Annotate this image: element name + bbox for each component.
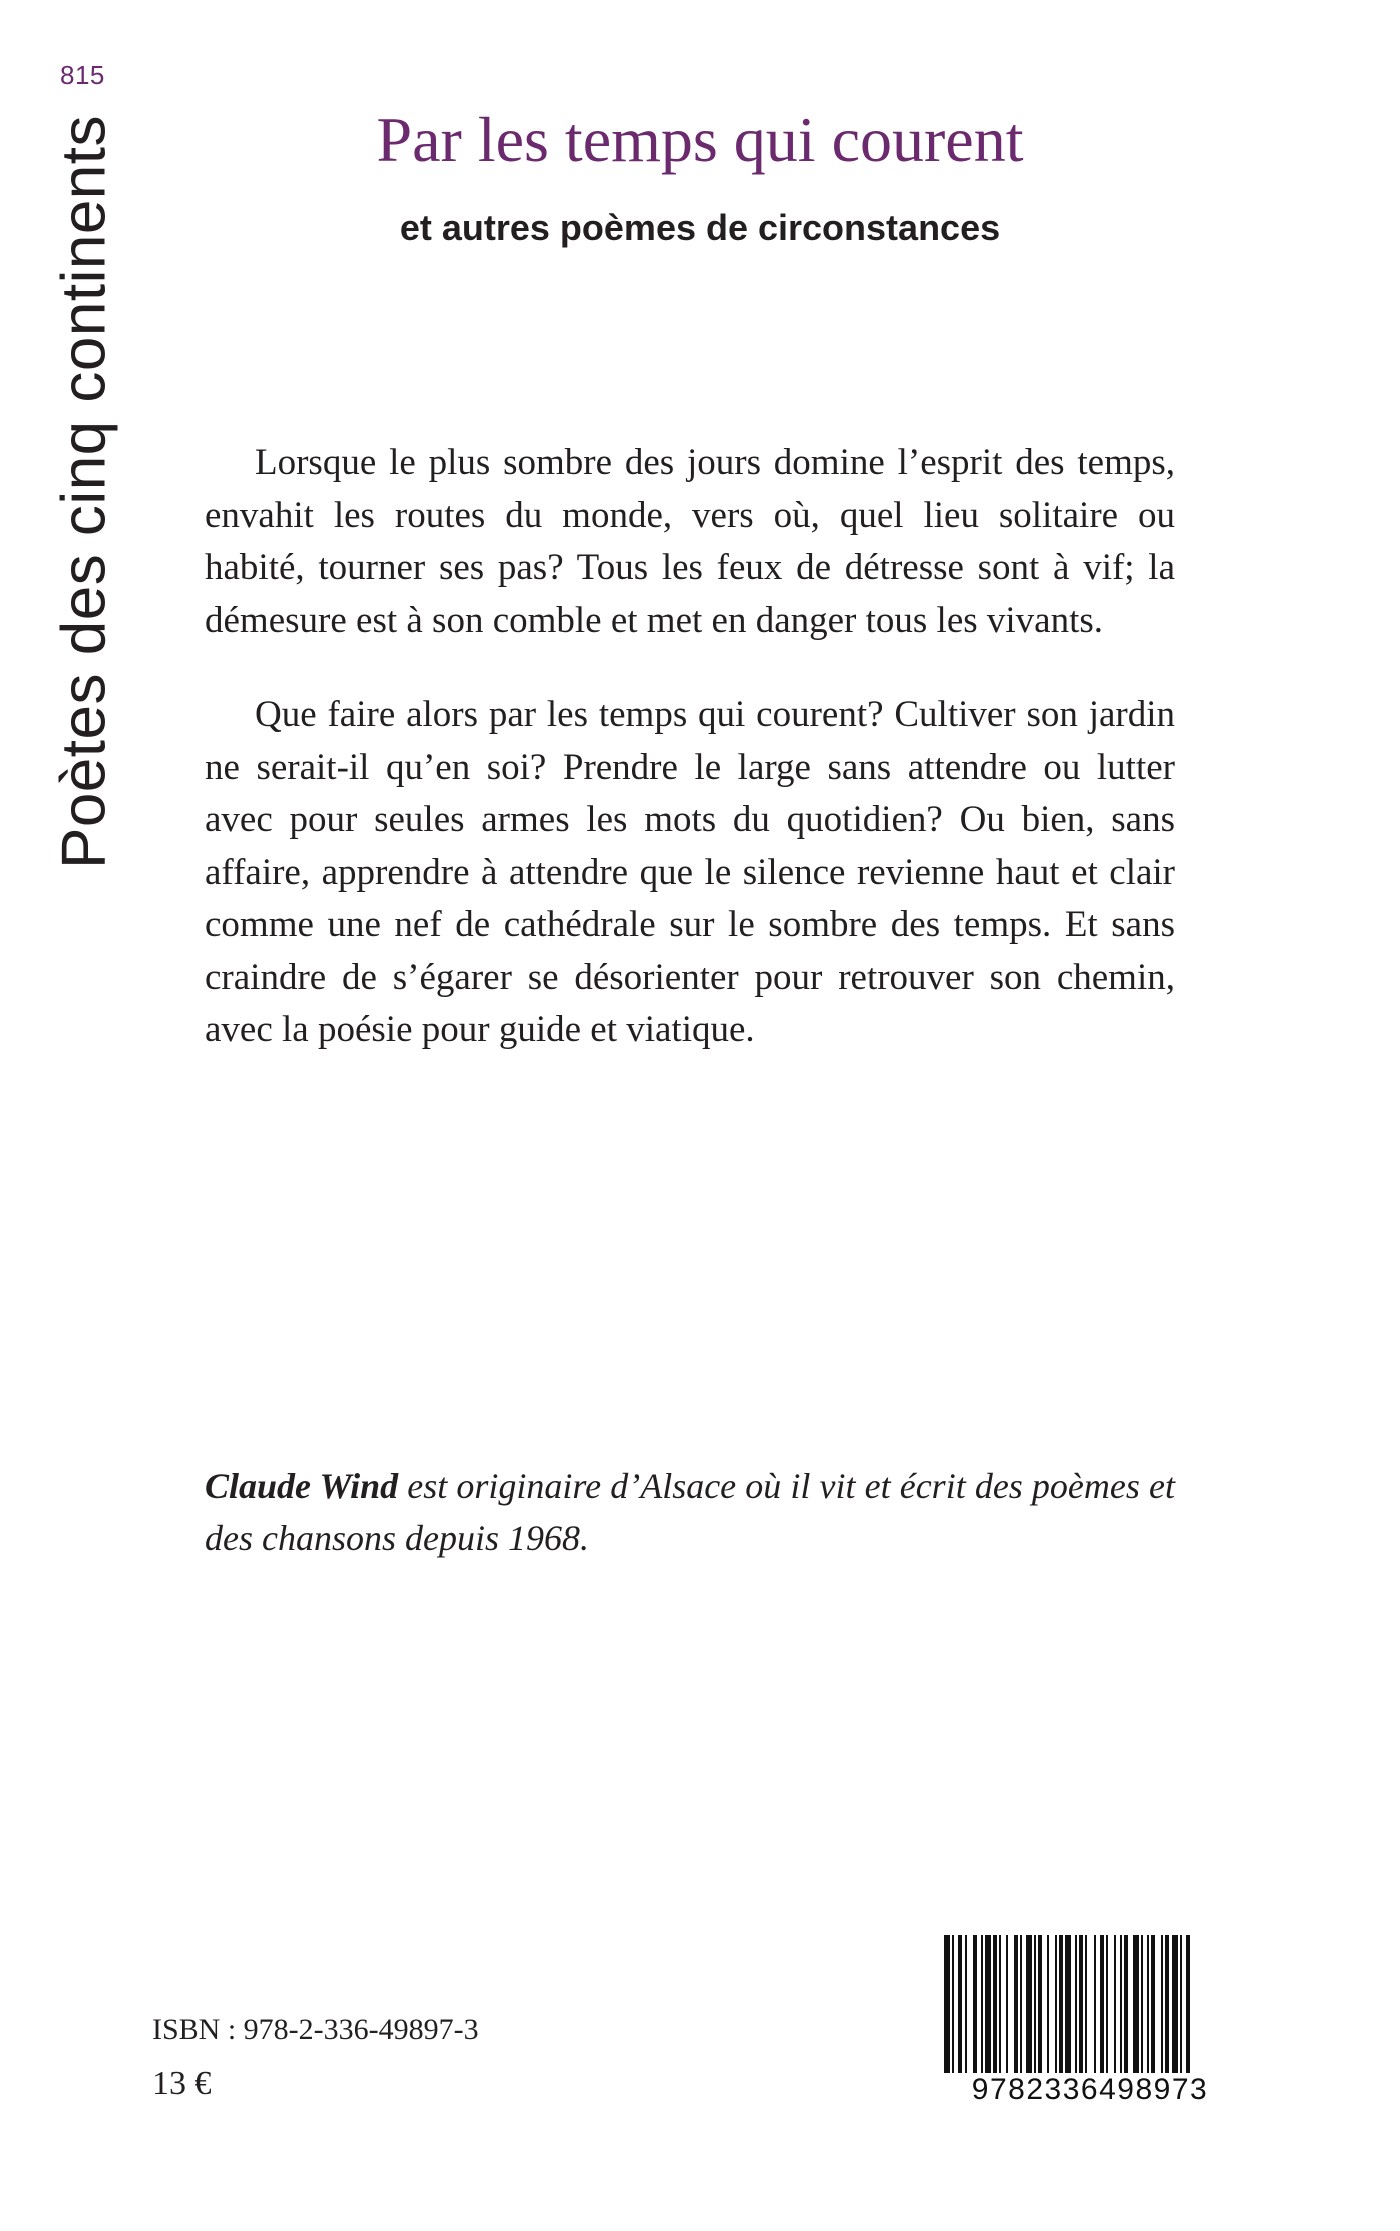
author-name: Claude Wind <box>205 1466 399 1506</box>
author-bio <box>205 1460 1175 1564</box>
barcode-bar <box>1075 1935 1077 2073</box>
barcode-bar <box>1151 1935 1155 2073</box>
barcode-bar <box>1186 1935 1190 2073</box>
barcode-bar <box>965 1935 967 2073</box>
barcode-bar <box>1100 1935 1104 2073</box>
price: 13 € <box>152 2065 212 2102</box>
blurb-paragraph: Lorsque le plus sombre des jours domine l’esprit des temps, envahit les routes du monde, vers où, quel lieu solitaire ou habité, tourner ses pas? Tous les feux de détresse sont à vif; la démesure est à son comble et met en danger tous les vivants. <box>205 442 1175 641</box>
barcode-bar <box>1094 1935 1096 2073</box>
barcode-bar <box>1172 1935 1178 2073</box>
barcode-bar <box>1020 1935 1022 2073</box>
barcode-bar <box>1006 1935 1008 2073</box>
barcode-bar <box>1038 1935 1042 2073</box>
barcode-bar <box>1147 1935 1149 2073</box>
isbn: ISBN : 978-2-336-49897-3 <box>152 2013 479 2046</box>
back-cover-blurb <box>205 437 1175 1099</box>
barcode-bar <box>1180 1935 1182 2073</box>
barcode-bar <box>1124 1935 1128 2073</box>
barcode-bar <box>1079 1935 1083 2073</box>
author-bio-text: est originaire d’Alsace où il vit et écrit des poèmes et des chansons depuis 1968. <box>205 1466 1175 1558</box>
barcode-bar <box>993 1935 997 2073</box>
barcode-bar <box>1065 1935 1071 2073</box>
barcode-bar <box>973 1935 977 2073</box>
barcode-bar <box>1014 1935 1018 2073</box>
barcode-bar <box>1141 1935 1143 2073</box>
barcode-bar <box>1114 1935 1116 2073</box>
barcode-bar <box>1120 1935 1122 2073</box>
barcode-bar <box>944 1935 950 2073</box>
blurb-paragraph: Que faire alors par les temps qui courent? Cultiver son jardin ne serait-il qu’en soi? Prendre le large sans attendre ou lutter avec pour seules armes les mots du quotidien? Ou bien, sans affaire, apprendre à attendre que le silence revienne haut et clair comme une nef de cathédrale sur le sombre des temps. Et sans craindre de s’égarer se désorienter pour retrouver son chemin, avec la poésie pour guide et viatique. <box>205 694 1175 1050</box>
barcode-bar <box>981 1935 983 2073</box>
barcode-bar <box>1085 1935 1087 2073</box>
barcode-bar <box>1055 1935 1057 2073</box>
barcode-bar <box>999 1935 1001 2073</box>
book-title: Par les temps qui courent <box>376 104 1024 175</box>
book-subtitle: et autres poèmes de circonstances <box>399 207 1001 248</box>
series-number: 815 <box>60 60 105 90</box>
barcode-digits: 9782336498973 <box>971 2073 1209 2106</box>
barcode-bar <box>958 1935 962 2073</box>
collection-name: Poètes des cinq continents <box>49 114 119 870</box>
barcode-bar <box>1034 1935 1036 2073</box>
barcode <box>940 1935 1240 2110</box>
collection-spine-label <box>48 114 120 870</box>
barcode-bar <box>1106 1935 1108 2073</box>
barcode-bar <box>1161 1935 1163 2073</box>
barcode-bar <box>985 1935 991 2073</box>
barcode-bar <box>952 1935 954 2073</box>
barcode-bar <box>1059 1935 1063 2073</box>
barcode-bar <box>1026 1935 1032 2073</box>
barcode-bar <box>1165 1935 1169 2073</box>
barcode-bar <box>1133 1935 1139 2073</box>
barcode-bar <box>1047 1935 1049 2073</box>
barcode-bars <box>940 1935 1240 2073</box>
